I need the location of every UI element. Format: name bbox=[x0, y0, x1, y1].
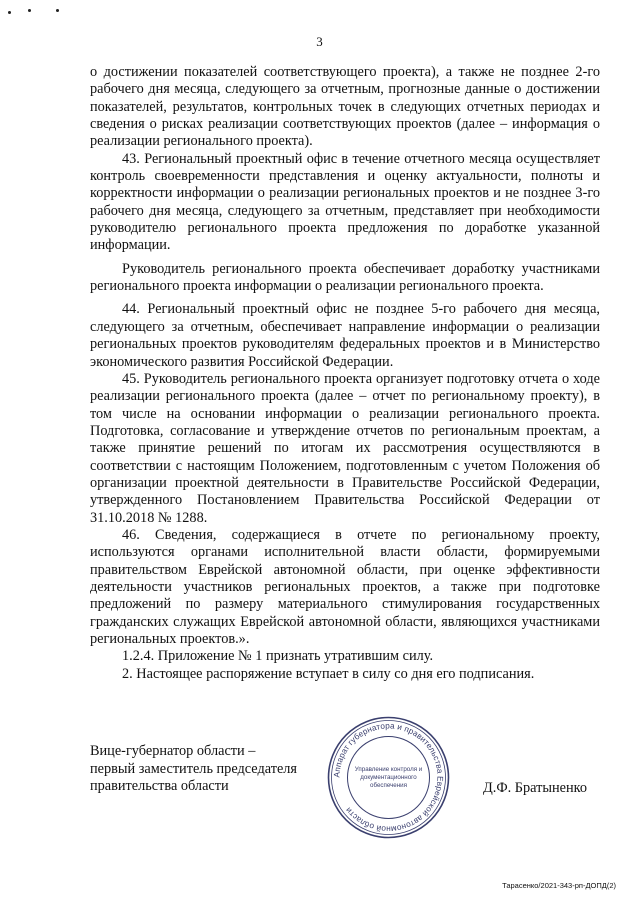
page-number: 3 bbox=[316, 34, 323, 49]
seal-ring-text: Аппарат губернатора и правительства Еврейской автономной области bbox=[332, 721, 445, 834]
signatory-name: Д.Ф. Братыненко bbox=[483, 780, 587, 796]
paragraph-1-2-4: 1.2.4. Приложение № 1 признать утратившим силу. bbox=[122, 648, 434, 665]
seal-center-line-3: обеспечения bbox=[370, 782, 407, 789]
paragraph-2: 2. Настоящее распоряжение вступает в силу со дня его подписания. bbox=[122, 665, 535, 682]
paragraph-supervisor: Руководитель регионального проекта обеспечивает доработку участниками регионального проекта информации о реализации регионального проекта. bbox=[90, 260, 600, 295]
paragraph-43: 43. Региональный проектный офис в течение отчетного месяца осуществляет контроль своевременности представления и оценку актуальности, полноты и корректности информации о реализации региональных проектов и не позднее 3-го рабочего дня месяца, следующего за отчетным, представляет при необходимости руководителю регионального проекта предложения по доработке указанной информации. bbox=[90, 150, 600, 254]
official-seal bbox=[326, 715, 451, 840]
signatory-block bbox=[90, 743, 297, 796]
signatory-title-line-2: первый заместитель председателя bbox=[90, 760, 297, 777]
paragraph-continuation: о достижении показателей соответствующего проекта), а также не позднее 2-го рабочего дня месяца, следующего за отчетным, прогнозные данные о достижении показателей, результатов, контрольных точек в следующих отчетных периодах и сведения о рисках реализации соответствующих проектов (далее – информация о реализации регионального проекта). bbox=[90, 64, 600, 150]
signatory-title-line-1: Вице-губернатор области – bbox=[90, 743, 256, 759]
paragraph-46: 46. Сведения, содержащиеся в отчете по региональному проекту, используются органами исполнительной власти области, формируемыми правительством Еврейской автономной области, при оценке эффективности деятельности участников региональных проектов, а также при подготовке предложений по размеру материального стимулирования государственных гражданских служащих Еврейской автономной области, являющихся участниками региональных проектов.». bbox=[90, 526, 600, 647]
seal-center-line-1: Управление контроля и bbox=[354, 766, 423, 773]
document-body bbox=[90, 64, 600, 683]
seal-center-line-2: документационного bbox=[360, 774, 417, 781]
paragraph-45: 45. Руководитель регионального проекта организует подготовку отчета о ходе реализации регионального проекта (далее – отчет по региональному проекту), в том числе на основании информации о реализации регионального проекта. Подготовка, согласование и утверждение отчетов по региональным проектам, а также принятие решений по итогам их рассмотрения осуществляются в соответствии с настоящим Положением, подготовленным с учетом Положения об организации проектной деятельности в Правительстве Российской Федерации, утвержденного Постановлением Правительства Российской Федерации от 31.10.2018 № 1288. bbox=[90, 370, 600, 526]
paragraph-44: 44. Региональный проектный офис не позднее 5-го рабочего дня месяца, следующего за отчетным, обеспечивает направление информации о реализации региональных проектов руководителям федеральных проектов и в Министерство экономического развития Российской Федерации. bbox=[90, 301, 600, 370]
document-reference: Тарасенко/2021-343-рп-ДОПД(2) bbox=[502, 881, 616, 890]
signatory-title-line-3: правительства области bbox=[90, 778, 229, 795]
